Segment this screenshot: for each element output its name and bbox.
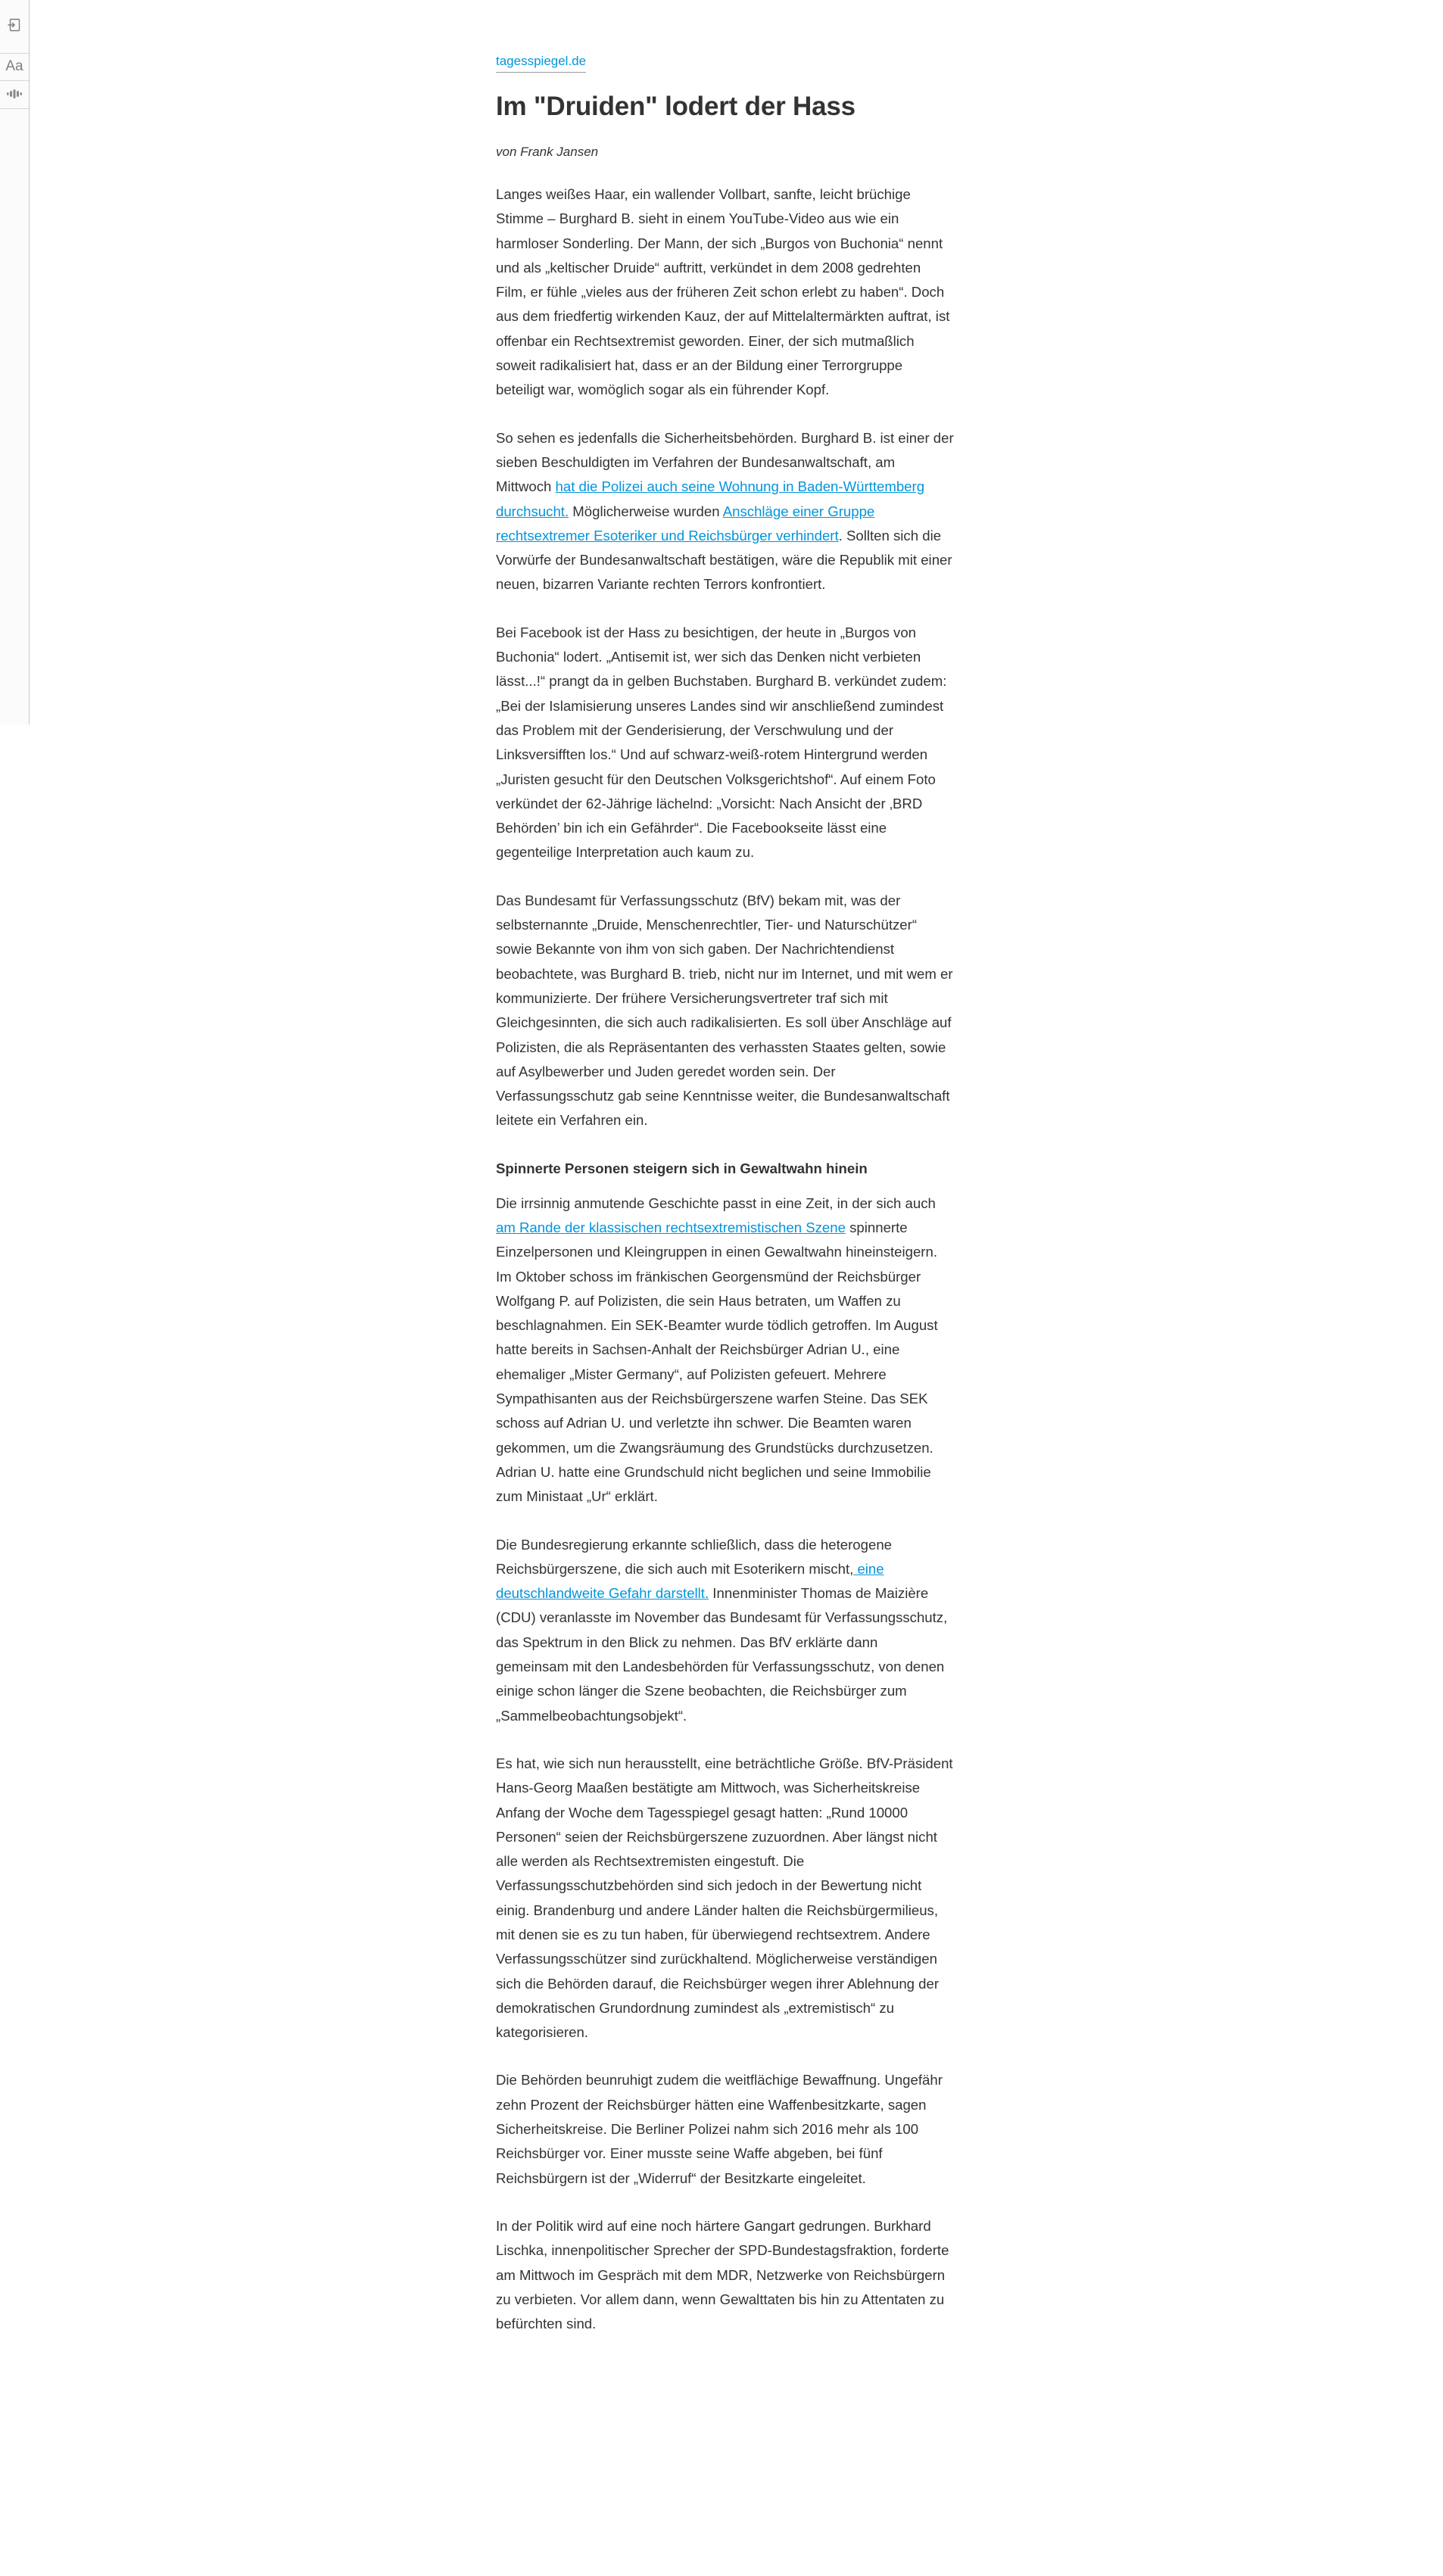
reader-toolbar xyxy=(0,0,30,724)
link-police-search[interactable]: hat die Polizei auch seine Wohnung in Baden-Württemberg durchsucht. xyxy=(496,478,925,519)
type-controls-button[interactable] xyxy=(0,55,29,79)
link-nationwide-threat[interactable]: eine deutschlandweite Gefahr darstellt. xyxy=(496,1560,884,1602)
paragraph-text: . Sollten sich die Vorwürfe der Bundesanwaltschaft bestätigen, wäre die Republik mit einer neuen, bizarren Variante rechten Terrors konfrontiert. xyxy=(496,527,952,593)
source-domain-link[interactable]: tagesspiegel.de xyxy=(496,53,586,73)
type-controls-icon: Aa xyxy=(5,58,23,74)
paragraph-4: Das Bundesamt für Verfassungsschutz (BfV) bekam mit, was der selbsternannte „Druide, Menschenrechtler, Tier- und Naturschützer“ sowie Bekannte von ihm von sich gaben. Der Nachrichtendienst beobachtete, was Burghard B. trieb, nicht nur im Internet, und mit wem er kommunizierte. Der frühere Versicherungsvertreter traf sich mit Gleichgesinnten, die sich auch radikalisierten. Es soll über Anschläge auf Polizisten, die als Repräsentanten des verhassten Staates gelten, sowie auf Asylbewerber und Juden geredet worden sein. Der Verfassungsschutz gab seine Kenntnisse weiter, die Bundesanwaltschaft leitete ein Verfahren ein. xyxy=(496,892,953,1129)
toolbar-divider xyxy=(0,53,29,54)
paragraph-5 xyxy=(496,1191,954,1509)
paragraph-text: Möglicherweise wurden xyxy=(569,503,723,519)
paragraph-2 xyxy=(496,426,954,597)
toolbar-divider xyxy=(0,108,29,109)
paragraph-8: Die Behörden beunruhigt zudem die weitflächige Bewaffnung. Ungefähr zehn Prozent der Reichsbürger hätten eine Waffenbesitzkarte, sagen Sicherheitskreise. Die Berliner Polizei nahm sich 2016 mehr als 100 Reichsbürger vor. Einer musste seine Waffe abgeben, bei fünf Reichsbürgern ist der „Widerruf“ der Besitzkarte eingeleitet. xyxy=(496,2072,943,2186)
article-byline: von Frank Jansen xyxy=(496,145,599,159)
exit-reader-icon xyxy=(7,17,22,33)
paragraph-7: Es hat, wie sich nun herausstellt, eine beträchtliche Größe. BfV-Präsident Hans-Georg Maaßen bestätigte am Mittwoch, was Sicherheitskreise Anfang der Woche dem Tagesspiegel gesagt hatten: „Rund 10000 Personen“ seien der Reichsbürgerszene zuzuordnen. Aber längst nicht alle werden als Rechtsextremisten eingestuft. Die Verfassungsschutzbehörden sind sich jedoch in der Bewertung nicht einig. Brandenburg und andere Länder halten die Reichsbürgermilieus, mit denen sie es zu tun haben, für überwiegend rechtsextrem. Andere Verfassungsschützer sind zurückhaltend. Möglicherweise verständigen sich die Behörden darauf, die Reichsbürger wegen ihrer Ablehnung der demokratischen Grundordnung zumindest als „extremistisch“ zu kategorisieren. xyxy=(496,1755,953,2041)
paragraph-9: In der Politik wird auf eine noch härtere Gangart gedrungen. Burkhard Lischka, innenpolitischer Sprecher der SPD-Bundestagsfraktion, forderte am Mittwoch im Gespräch mit dem MDR, Netzwerke von Reichsbürgern zu verbieten. Vor allem dann, wenn Gewalttaten bis hin zu Attentaten zu befürchten sind. xyxy=(496,2217,949,2332)
paragraph-text: spinnerte Einzelpersonen und Kleingruppen in einen Gewaltwahn hineinsteigern. Im Oktober schoss im fränkischen Georgensmünd der Reichsbürger Wolfgang P. auf Polizisten, die sein Haus betraten, um Waffen zu beschlagnahmen. Ein SEK-Beamter wurde tödlich getroffen. Im August hatte bereits in Sachsen-Anhalt der Reichsbürger Adrian U., eine ehemaliger „Mister Germany“, auf Polizisten gefeuert. Mehrere Sympathisanten aus der Reichsbürgerszene warfen Steine. Das SEK schoss auf Adrian U. und verletzte ihn schwer. Die Beamten waren gekommen, um die Zwangsräumung des Grundstücks durchzusetzen. Adrian U. hatte eine Grundschuld nicht beglichen und seine Immobilie zum Ministaat „Ur“ erklärt. xyxy=(496,1219,938,1505)
paragraph-text: Innenminister Thomas de Maizière (CDU) veranlasste im November das Bundesamt für Verfassungsschutz, das Spektrum in den Blick zu nehmen. Das BfV erklärte dann gemeinsam mit den Landesbehörden für Verfassungsschutz, von denen einige schon länger die Szene beobachten, die Reichsbürger zum „Sammelbeobachtungsobjekt“. xyxy=(496,1585,948,1724)
section-heading: Spinnerte Personen steigern sich in Gewaltwahn hinein xyxy=(496,1160,868,1176)
link-prevented-attacks[interactable]: Anschläge einer Gruppe rechtsextremer Esoteriker und Reichsbürger verhindert xyxy=(496,503,875,544)
narrate-button[interactable] xyxy=(0,82,29,106)
paragraph-6 xyxy=(496,1533,954,1728)
toolbar-divider xyxy=(0,80,29,81)
article-title: Im "Druiden" lodert der Hass xyxy=(496,92,856,121)
speaker-waves-icon xyxy=(6,86,23,101)
paragraph-text: Die irrsinnig anmutende Geschichte passt in eine Zeit, in der sich auch xyxy=(496,1195,936,1211)
reader-article xyxy=(496,53,954,2360)
paragraph-text: Die Bundesregierung erkannte schließlich, dass die heterogene Reichsbürgerszene, die sich auch mit Esoterikern mischt, xyxy=(496,1536,893,1577)
paragraph-1: Langes weißes Haar, ein wallender Vollbart, sanfte, leicht brüchige Stimme – Burghard B. sieht in einem YouTube-Video aus wie ein harmloser Sonderling. Der Mann, der sich „Burgos von Buchonia“ nennt und als „keltischer Druide“ auftritt, verkündet in dem 2008 gedrehten Film, er fühle „vieles aus der früheren Zeit schon erlebt zu haben“. Doch aus dem friedfertig wirkenden Kauz, der auf Mittelaltermärkten auftrat, ist offenbar ein Rechtsextremist geworden. Einer, der sich mutmaßlich soweit radikalisiert hat, dass er an der Bildung einer Terrorgruppe beteiligt war, womöglich sogar als ein führender Kopf. xyxy=(496,186,950,398)
link-extremist-scene[interactable]: am Rande der klassischen rechtsextremistischen Szene xyxy=(496,1219,846,1235)
paragraph-3: Bei Facebook ist der Hass zu besichtigen, der heute in „Burgos von Buchonia“ lodert. „Antisemit ist, wer sich das Denken nicht verbieten lässt...!“ prangt da in gelben Buchstaben. Burghard B. verkündet zudem: „Bei der Islamisierung unseres Landes sind wir anschließend zumindest das Problem mit der Genderisierung, der Verschwulung und der Linksversifften los.“ Und auf schwarz-weiß-rotem Hintergrund werden „Juristen gesucht für den Deutschen Volksgerichtshof“. Auf einem Foto verkündet der 62-Jährige lächelnd: „Vorsicht: Nach Ansicht der ‚BRD Behörden’ bin ich ein Gefährder“. Die Facebookseite lässt eine gegenteilige Interpretation auch kaum zu. xyxy=(496,624,947,861)
paragraph-text: So sehen es jedenfalls die Sicherheitsbehörden. Burghard B. ist einer der sieben Beschuldigten im Verfahren der Bundesanwaltschaft, am Mittwoch xyxy=(496,429,954,495)
article-content xyxy=(496,182,954,2336)
close-reader-button[interactable] xyxy=(0,13,29,37)
